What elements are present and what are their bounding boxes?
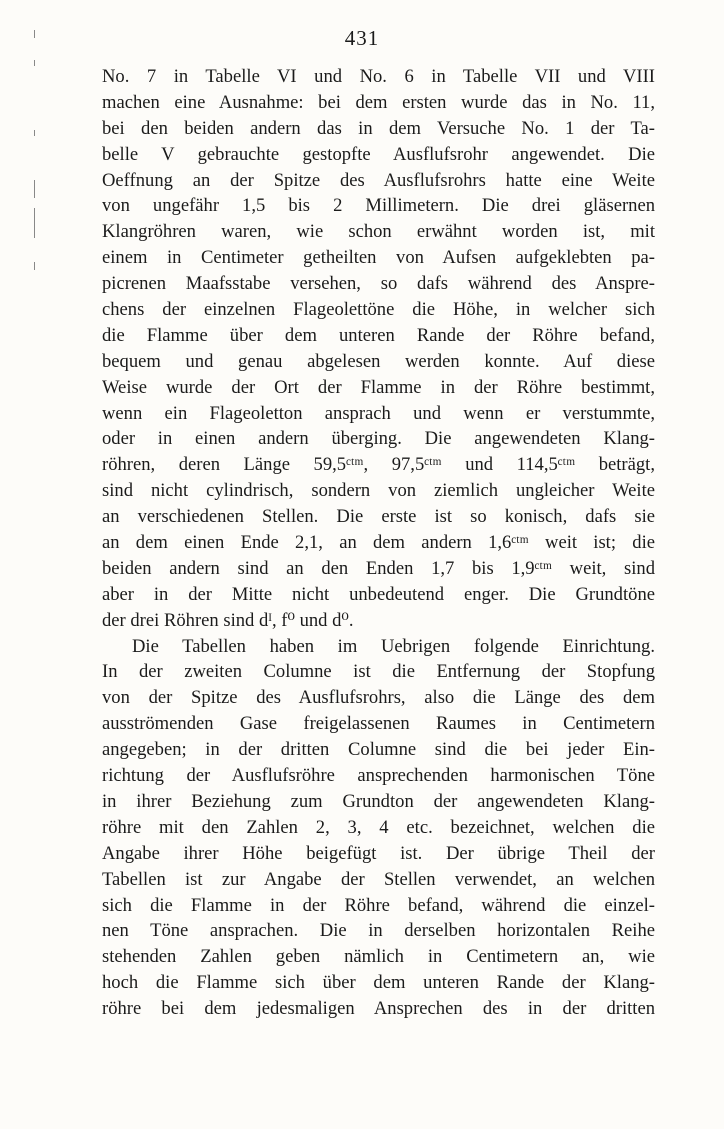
- text-line: wenn ein Flageoletton ansprach und wenn er verstummte,: [102, 402, 655, 424]
- text-line: einem in Centimeter getheilten von Aufsen aufgeklebten pa-: [102, 247, 655, 269]
- margin-marks: [34, 30, 38, 290]
- text-line: oder in einen andern überging. Die angewendeten Klang-: [102, 428, 655, 450]
- text-line: No. 7 in Tabelle VI und No. 6 in Tabelle VII und VIII: [102, 66, 655, 87]
- text-line: machen eine Ausnahme: bei dem ersten wurde das in No. 11,: [102, 91, 655, 113]
- text-line: von der Spitze des Ausflufsrohrs, also die Länge des dem: [102, 687, 655, 709]
- text-line: beiden andern sind an den Enden 1,7 bis 1,9ᶜᵗᵐ weit, sind: [102, 557, 655, 579]
- text-line: aber in der Mitte nicht unbedeutend enger. Die Grundtöne: [102, 583, 655, 605]
- text-line: von ungefähr 1,5 bis 2 Millimetern. Die drei gläsernen: [102, 195, 655, 217]
- text-line: Klangröhren waren, wie schon erwähnt worden ist, mit: [102, 221, 655, 243]
- text-line: angegeben; in der dritten Columne sind die bei jeder Ein-: [102, 739, 655, 761]
- text-line: belle V gebrauchte gestopfte Ausflufsrohr angewendet. Die: [102, 143, 655, 165]
- text-line: chens der einzelnen Flageolettöne die Höhe, in welcher sich: [102, 299, 655, 321]
- text-line: Oeffnung an der Spitze des Ausflufsrohrs hatte eine Weite: [102, 169, 655, 191]
- text-line: an verschiedenen Stellen. Die erste ist so konisch, dafs sie: [102, 506, 655, 528]
- text-line: die Flamme über dem unteren Rande der Röhre befand,: [102, 324, 655, 346]
- text-line: röhre mit den Zahlen 2, 3, 4 etc. bezeichnet, welchen die: [102, 816, 655, 838]
- text-line: an dem einen Ende 2,1, an dem andern 1,6ᶜᵗᵐ weit ist; die: [102, 532, 655, 554]
- text-line: bei den beiden andern das in dem Versuche No. 1 der Ta-: [102, 117, 655, 139]
- text-line: stehenden Zahlen geben nämlich in Centimetern an, wie: [102, 946, 655, 968]
- text-line: Die Tabellen haben im Uebrigen folgende Einrichtung.: [132, 635, 655, 657]
- text-line: hoch die Flamme sich über dem unteren Rande der Klang-: [102, 972, 655, 994]
- text-line: picrenen Maafsstabe versehen, so dafs während des Anspre-: [102, 273, 655, 295]
- text-line: richtung der Ausflufsröhre ansprechenden harmonischen Töne: [102, 765, 655, 787]
- text-line: Tabellen ist zur Angabe der Stellen verwendet, an welchen: [102, 868, 655, 890]
- text-line: ausströmenden Gase freigelassenen Raumes in Centimetern: [102, 713, 655, 735]
- text-line: sind nicht cylindrisch, sondern von ziemlich ungleicher Weite: [102, 480, 655, 502]
- text-line: sich die Flamme in der Röhre befand, während die einzel-: [102, 894, 655, 916]
- text-line: röhre bei dem jedesmaligen Ansprechen des in der dritten: [102, 998, 655, 1020]
- text-line: Weise wurde der Ort der Flamme in der Röhre bestimmt,: [102, 376, 655, 398]
- page-number: 431: [344, 26, 380, 50]
- text-line: röhren, deren Länge 59,5ᶜᵗᵐ, 97,5ᶜᵗᵐ und 114,5ᶜᵗᵐ beträgt,: [102, 454, 655, 476]
- body-text: [102, 64, 655, 1022]
- text-line: In der zweiten Columne ist die Entfernung der Stopfung: [102, 661, 655, 683]
- text-line: nen Töne ansprachen. Die in derselben horizontalen Reihe: [102, 920, 655, 942]
- text-line: bequem und genau abgelesen werden konnte. Auf diese: [102, 350, 655, 372]
- text-line: Angabe ihrer Höhe beigefügt ist. Der übrige Theil der: [102, 842, 655, 864]
- text-line: der drei Röhren sind dᴵ, f⁰ und d⁰.: [102, 609, 354, 631]
- text-line: in ihrer Beziehung zum Grundton der angewendeten Klang-: [102, 790, 655, 812]
